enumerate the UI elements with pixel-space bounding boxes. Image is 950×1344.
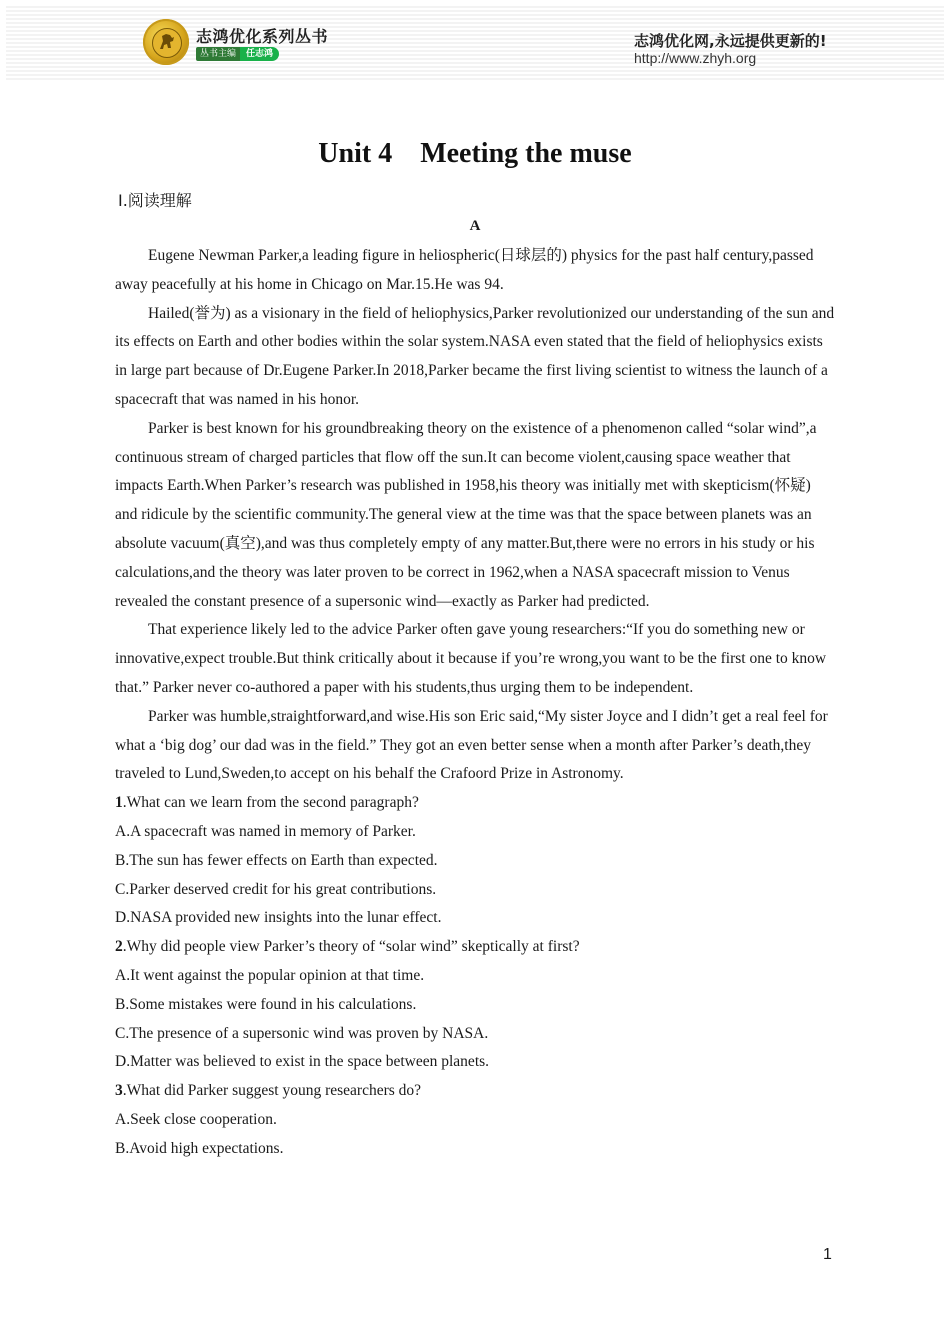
- header-url-link[interactable]: http://www.zhyh.org: [634, 50, 757, 66]
- question-1-option-c: C.Parker deserved credit for his great contributions.: [115, 880, 437, 898]
- page-title: Unit 4 Meeting the muse: [318, 138, 632, 169]
- badge-editor-name: 任志鸿: [240, 47, 279, 61]
- question-text: .What can we learn from the second paragraph?: [122, 794, 419, 812]
- question-1-option-b: B.The sun has fewer effects on Earth than expected.: [115, 851, 438, 869]
- brand-badge: [196, 47, 279, 61]
- header-slogan: 志鸿优化网,永远提供更新的!: [634, 32, 827, 50]
- paragraph-4: That experience likely led to the advice Parker often gave young researchers:“If you do something new or innovative,expect trouble.But think critically about it because if you’re wrong,you want to be the first one to know that.” Parker never co-authored a paper with his students,thus urging them to be independent.: [115, 621, 827, 696]
- question-1-option-d: D.NASA provided new insights into the lunar effect.: [115, 909, 442, 927]
- question-2-option-b: B.Some mistakes were found in his calculations.: [115, 995, 417, 1013]
- question-number: 1: [115, 794, 123, 812]
- section-heading: Ⅰ.阅读理解: [118, 191, 192, 210]
- paragraph-2: Hailed(誉为) as a visionary in the field of heliophysics,Parker revolutionized our understanding of the sun and its effects on Earth and other bodies within the solar system.NASA even stated that the field of heliophysics exists in large part because of Dr.Eugene Parker.In 2018,Parker became the first living scientist to witness the launch of a spacecraft that was named in his honor.: [115, 304, 835, 408]
- publisher-seal-logo: [143, 19, 189, 65]
- question-1-option-a: A.A spacecraft was named in memory of Parker.: [115, 822, 416, 840]
- horse-emblem-icon: [154, 29, 180, 55]
- paragraph-1: Eugene Newman Parker,a leading figure in heliospheric(日球层的) physics for the past half century,passed away peacefully at his home in Chicago on Mar.15.He was 94.: [115, 247, 814, 293]
- question-1-stem: [115, 789, 837, 818]
- badge-editor-label: 丛书主编: [196, 47, 240, 61]
- question-text: .Why did people view Parker’s theory of “solar wind” skeptically at first?: [122, 938, 580, 956]
- question-3-option-a: A.Seek close cooperation.: [115, 1110, 277, 1128]
- page-number: 1: [823, 1246, 832, 1263]
- document-body: [115, 242, 837, 1164]
- passage-label: A: [469, 218, 481, 234]
- brand-title: 志鸿优化系列丛书: [196, 27, 329, 46]
- question-2-stem: [115, 933, 837, 962]
- question-3-option-b: B.Avoid high expectations.: [115, 1139, 284, 1157]
- question-2-option-a: A.It went against the popular opinion at that time.: [115, 966, 425, 984]
- question-text: .What did Parker suggest young researchers do?: [122, 1082, 422, 1100]
- question-2-option-d: D.Matter was believed to exist in the space between planets.: [115, 1053, 490, 1071]
- question-number: 2: [115, 938, 123, 956]
- paragraph-3: Parker is best known for his groundbreaking theory on the existence of a phenomenon called “solar wind”,a continuous stream of charged particles that flow off the sun.It can become violent,causing space weather that impacts Earth.When Parker’s research was published in 1958,his theory was initially met with skepticism(怀疑) and ridicule by the scientific community.The general view at the time was that the space between planets was an absolute vacuum(真空),and was thus completely empty of any matter.But,there were no errors in his study or his calculations,and the theory was later proven to be correct in 1962,when a NASA spacecraft mission to Venus revealed the constant presence of a supersonic wind—exactly as Parker had predicted.: [115, 419, 817, 610]
- question-3-stem: [115, 1077, 837, 1106]
- question-2-option-c: C.The presence of a supersonic wind was proven by NASA.: [115, 1024, 489, 1042]
- question-number: 3: [115, 1082, 123, 1100]
- paragraph-5: Parker was humble,straightforward,and wise.His son Eric said,“My sister Joyce and I didn’t get a real feel for what a ‘big dog’ our dad was in the field.” They got an even better sense when a month after Parker’s death,they traveled to Lund,Sweden,to accept on his behalf the Crafoord Prize in Astronomy.: [115, 707, 828, 783]
